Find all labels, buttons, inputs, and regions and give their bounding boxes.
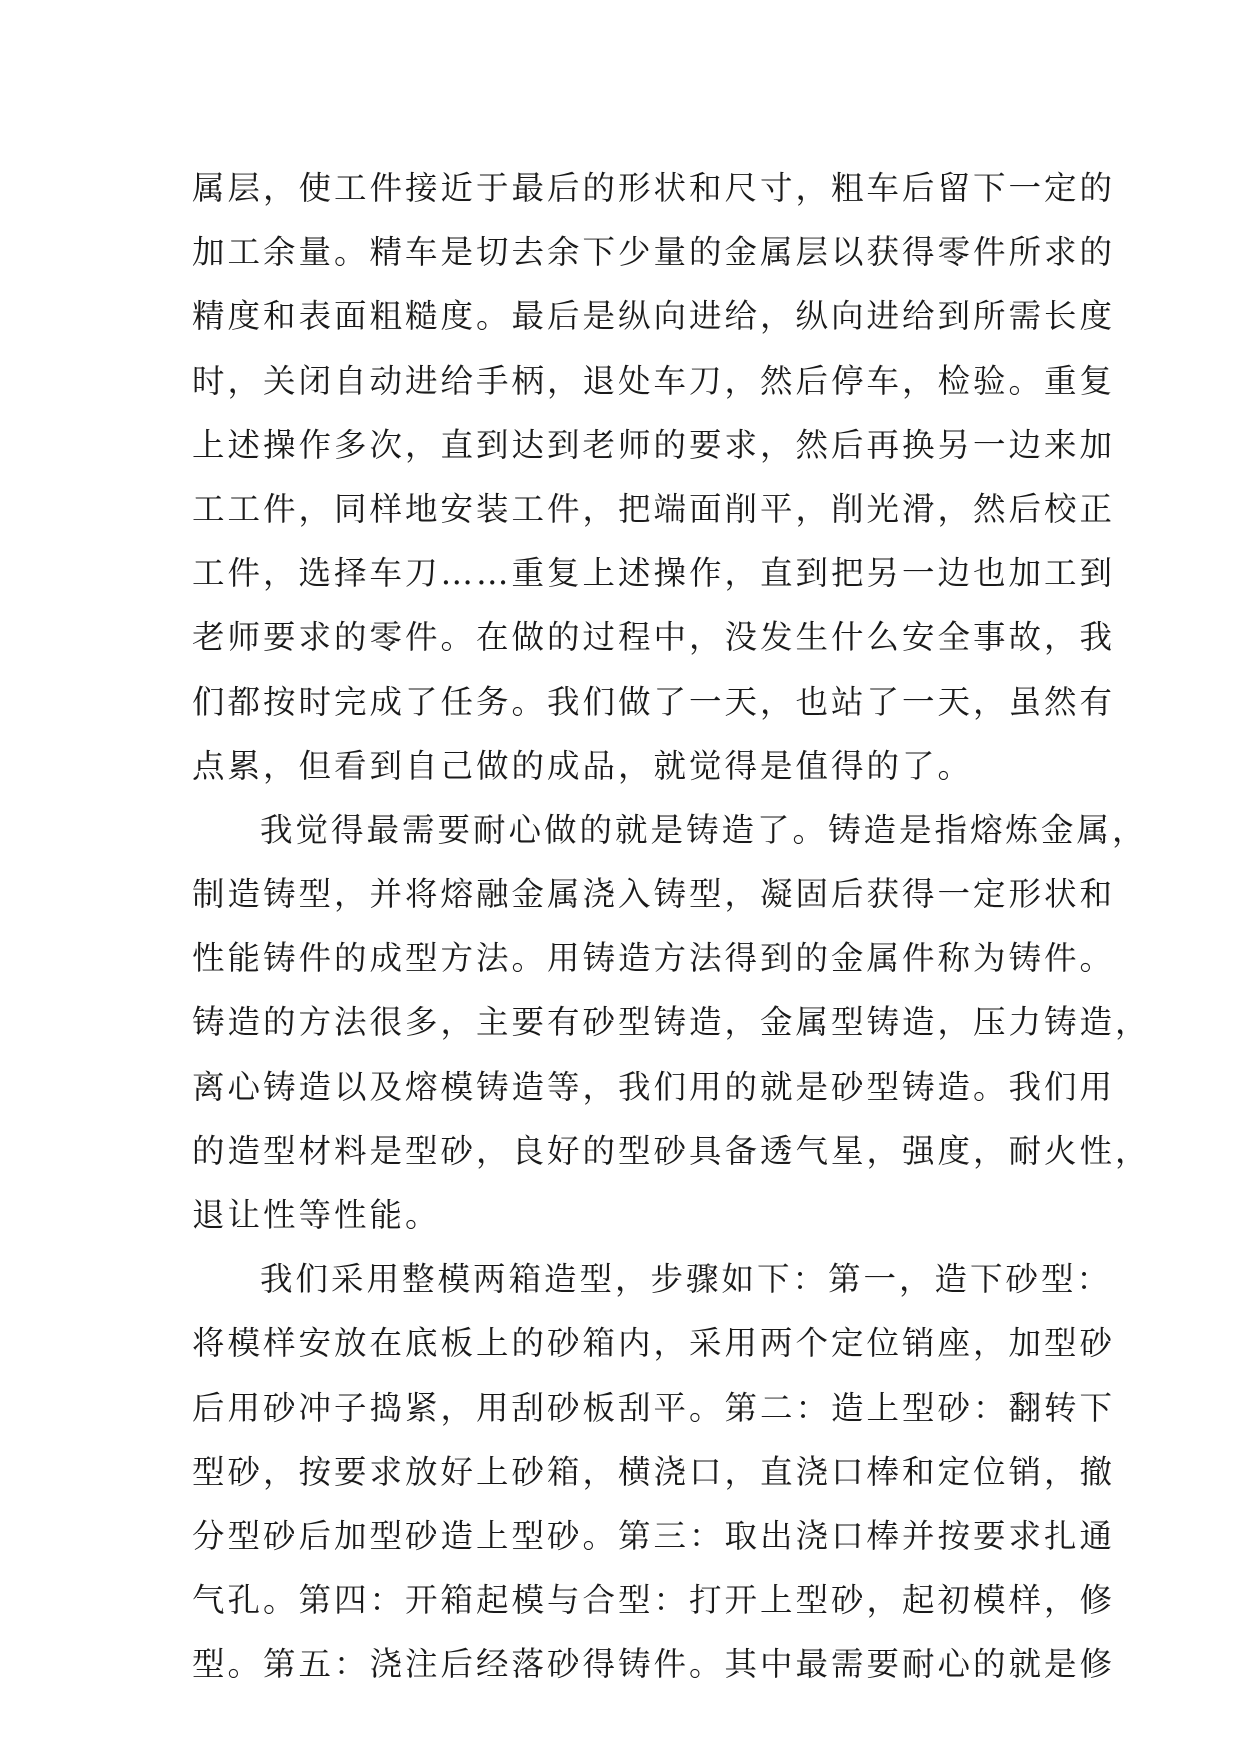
text-line: 时，关闭自动进给手柄，退处车刀，然后停车，检验。重复 [192,361,1116,400]
text-line: 点累，但看到自己做的成品，就觉得是值得的了。 [192,746,974,785]
text-line: 气孔。第四：开箱起模与合型：打开上型砂，起初模样，修 [192,1581,1116,1620]
text-line: 性能铸件的成型方法。用铸造方法得到的金属件称为铸件。 [192,939,1116,978]
text-line: 加工余量。精车是切去余下少量的金属层以获得零件所求的 [192,233,1116,272]
text-line: 精度和表面粗糙度。最后是纵向进给，纵向进给到所需长度 [192,297,1116,336]
text-line: 老师要求的零件。在做的过程中，没发生什么安全事故，我 [192,618,1116,657]
text-line: 离心铸造以及熔模铸造等，我们用的就是砂型铸造。我们用 [192,1067,1116,1106]
text-line: 的造型材料是型砂，良好的型砂具备透气星，强度，耐火性， [192,1131,1151,1170]
text-line: 型。第五：浇注后经落砂得铸件。其中最需要耐心的就是修 [192,1645,1116,1684]
text-line: 制造铸型，并将熔融金属浇入铸型，凝固后获得一定形状和 [192,875,1116,914]
text-line: 我们采用整模两箱造型，步骤如下：第一，造下砂型： [260,1260,1113,1299]
text-line: 将模样安放在底板上的砂箱内，采用两个定位销座，加型砂 [192,1324,1116,1363]
text-line: 工工件，同样地安装工件，把端面削平，削光滑，然后校正 [192,489,1116,528]
text-line: 铸造的方法很多，主要有砂型铸造，金属型铸造，压力铸造， [192,1003,1151,1042]
text-line: 工件，选择车刀……重复上述操作，直到把另一边也加工到 [192,554,1116,593]
text-line: 我觉得最需要耐心做的就是铸造了。铸造是指熔炼金属， [260,810,1148,849]
text-line: 们都按时完成了任务。我们做了一天，也站了一天，虽然有 [192,682,1116,721]
text-line: 退让性等性能。 [192,1196,441,1234]
text-line: 分型砂后加型砂造上型砂。第三：取出浇口棒并按要求扎通 [192,1516,1116,1555]
text-line: 后用砂冲子捣紧，用刮砂板刮平。第二：造上型砂：翻转下 [192,1388,1116,1427]
text-line: 上述操作多次，直到达到老师的要求，然后再换另一边来加 [192,425,1116,464]
text-line: 属层，使工件接近于最后的形状和尺寸，粗车后留下一定的 [192,169,1116,207]
text-line: 型砂，按要求放好上砂箱，横浇口，直浇口棒和定位销，撤 [192,1452,1116,1491]
body-text [192,156,1151,1697]
